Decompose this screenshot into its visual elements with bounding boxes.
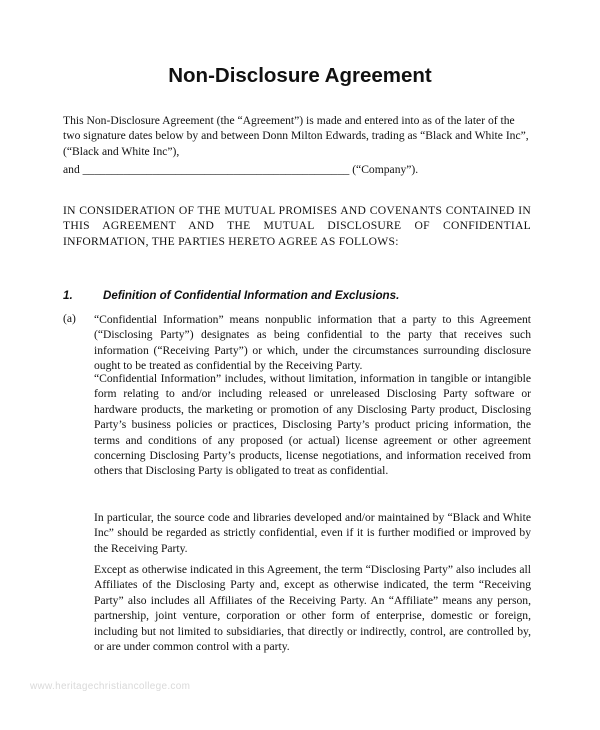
inclusions-paragraph: “Confidential Information” includes, without limitation, information in tangible or intangible form relating to and/or including released or unreleased Disclosing Party software or hardware products, the marketing or promotion of any Disclosing Party product, Disclosing Party’s business policies or practices, Disclosing Party’s product pricing information, the terms and conditions of any proposed (or actual) license agreement or other agreement concerning Disclosing Party’s products, license negotiations, and information received from others that Disclosing Party is obligated to treat as confidential. [94,372,531,478]
source-code-paragraph: In particular, the source code and libraries developed and/or maintained by “Black and White Inc” should be regarded as strictly confidential, even if it is further modified or improved by the Receiving Party. [94,511,531,555]
watermark: www.heritagechristiancollege.com [30,681,191,692]
page-title: Non-Disclosure Agreement [168,64,432,87]
consideration-paragraph: IN CONSIDERATION OF THE MUTUAL PROMISES AND COVENANTS CONTAINED IN THIS AGREEMENT AND THE MUTUAL DISCLOSURE OF CONFIDENTIAL INFORMATION, THE PARTIES HERETO AGREE AS FOLLOWS: [63,204,531,248]
affiliates-paragraph: Except as otherwise indicated in this Agreement, the term “Disclosing Party” also includes all Affiliates of the Disclosing Party and, except as otherwise indicated, the term “Receiving Party” also includes all Affiliates of the Receiving Party. An “Affiliate” means any person, partnership, joint venture, corporation or other form of enterprise, domestic or foreign, including but not limited to subsidiaries, that directly or indirectly, control, are controlled by, or are under common control with a party. [94,563,531,654]
section-number: 1. [63,289,73,302]
item-a-label: (a) [63,312,76,325]
section-heading-text: Definition of Confidential Information and Exclusions. [103,289,400,302]
company-party-line: and ______________________________________________ (“Company”). [63,163,419,176]
section-1-heading [63,289,399,302]
definition-paragraph: “Confidential Information” means nonpublic information that a party to this Agreement (“Disclosing Party”) designates as being confidential to the party that receives such information (“Receiving Party”) or which, under the circumstances surrounding disclosure ought to be treated as confidential by the Receiving Party. [94,313,531,373]
intro-paragraph: This Non-Disclosure Agreement (the “Agreement”) is made and entered into as of the later of the two signature dates below by and between Donn Milton Edwards, trading as “Black and White Inc”, (“Black and White Inc”), [63,114,529,158]
